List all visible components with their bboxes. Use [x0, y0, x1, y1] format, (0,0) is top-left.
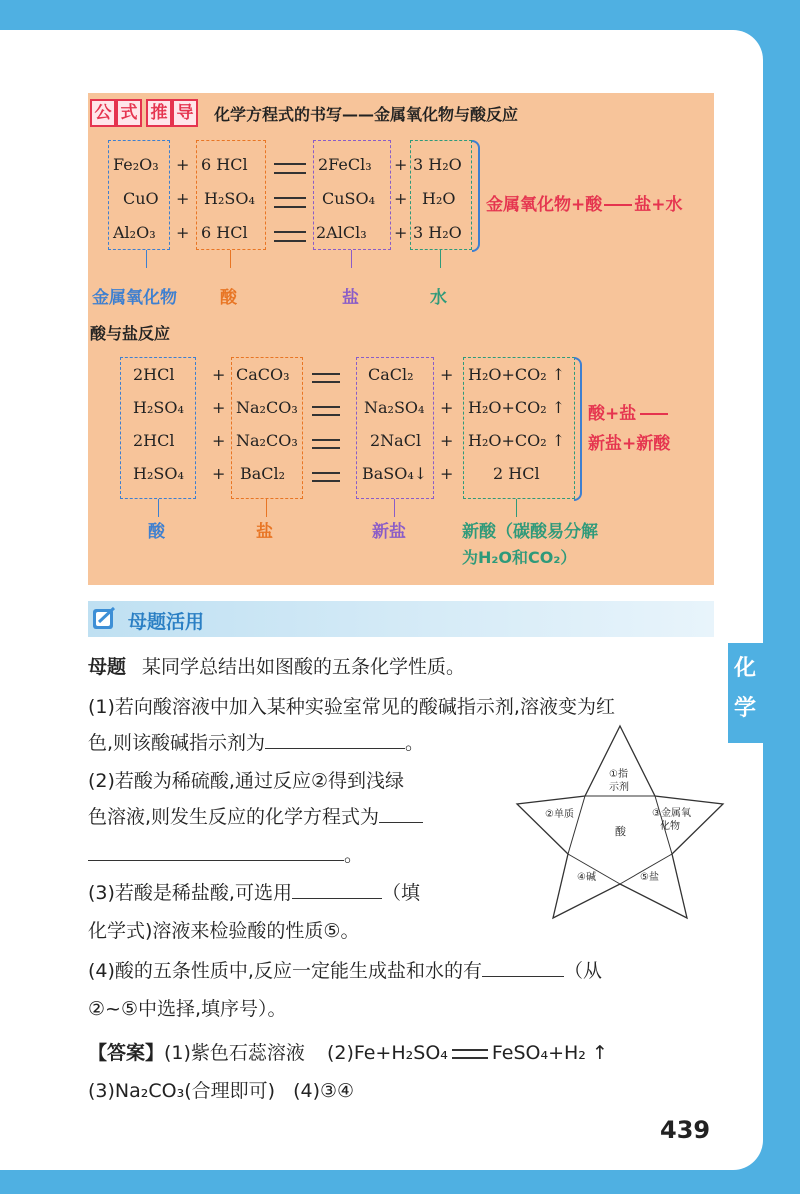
formula-cell: BaCl₂	[240, 464, 286, 483]
formula-cell: 2HCl	[133, 431, 175, 450]
section-header	[88, 601, 714, 637]
question-3-line1	[88, 878, 420, 905]
q3-text: (3)若酸是稀盐酸,可选用	[88, 882, 292, 904]
formula-cell: H₂O	[422, 189, 456, 208]
star-outline	[517, 726, 723, 918]
star-label: ⑤盐	[640, 872, 659, 883]
question-3-line2: 化学式)溶液来检验酸的性质⑤。	[88, 920, 360, 942]
formula-cell: 2 HCl	[493, 464, 540, 483]
label-newacid: 新酸（碳酸易分解	[462, 522, 598, 542]
tick	[516, 499, 517, 517]
question-1-line2	[88, 728, 424, 755]
equals-sign	[312, 472, 340, 482]
star-label: ②单质	[545, 809, 574, 820]
arrow	[640, 413, 668, 415]
plus-sign: +	[212, 365, 226, 384]
answer-label: 【答案】	[88, 1042, 165, 1064]
tick	[158, 499, 159, 517]
question-2-line3	[88, 840, 363, 867]
plus-sign: +	[394, 155, 408, 174]
formula-cell: H₂O+CO₂ ↑	[468, 365, 566, 384]
formula-cell: H₂SO₄	[133, 464, 184, 483]
answer-blank[interactable]	[292, 880, 382, 899]
formula-cell: H₂SO₄	[133, 398, 184, 417]
plus-sign: +	[176, 155, 190, 174]
answer-2a: (2)Fe+H₂SO₄	[326, 1042, 448, 1064]
question-4-line2: ②~⑤中选择,填序号）。	[88, 998, 287, 1020]
formula-cell: 2AlCl₃	[316, 223, 367, 242]
answer-blank[interactable]	[379, 804, 423, 823]
label-oxide: 金属氧化物	[92, 288, 177, 308]
plus-sign: +	[440, 365, 454, 384]
plus-sign: +	[212, 398, 226, 417]
summary-text: 盐+水	[634, 195, 683, 215]
answer-line2	[88, 1076, 354, 1103]
answer-blank[interactable]	[265, 730, 405, 749]
plus-sign: +	[212, 431, 226, 450]
answer-line1	[88, 1038, 608, 1065]
q1-text: 色,则该酸碱指示剂为	[88, 732, 266, 754]
tag-char: 导	[172, 99, 198, 127]
side-tab[interactable]	[728, 643, 763, 743]
formula-cell: CaCl₂	[368, 365, 414, 384]
question-4-line1	[88, 956, 602, 983]
q4-tail: （从	[563, 960, 602, 982]
tick	[351, 250, 352, 268]
q4-text: (4)酸的五条性质中,反应一定能生成盐和水的有	[88, 960, 482, 982]
q2-text: 色溶液,则发生反应的化学方程式为	[88, 806, 380, 828]
plus-sign: +	[176, 223, 190, 242]
plus-sign: +	[212, 464, 226, 483]
label-salt: 盐	[256, 522, 273, 542]
summary-oxide-acid	[486, 190, 683, 215]
answer-blank[interactable]	[482, 958, 564, 977]
tag-char: 公	[90, 99, 116, 127]
formula-cell: Al₂O₃	[113, 223, 156, 242]
formula-cell: BaSO₄↓	[362, 464, 428, 483]
answer-3: (3)Na₂CO₃(合理即可)	[88, 1080, 276, 1102]
equals-sign	[274, 231, 306, 242]
formula-cell: Fe₂O₃	[113, 155, 159, 174]
formula-cell: CuSO₄	[322, 189, 376, 208]
question-1-line1: (1)若向酸溶液中加入某种实验室常见的酸碱指示剂,溶液变为红	[88, 696, 615, 718]
tick	[440, 250, 441, 268]
formula-cell: Na₂CO₃	[236, 431, 298, 450]
equals-sign	[274, 197, 306, 208]
formula-cell: Na₂SO₄	[364, 398, 425, 417]
pencil-icon	[92, 606, 120, 632]
arrow	[604, 204, 632, 206]
star-center: 酸	[615, 825, 626, 838]
equals-sign	[452, 1049, 488, 1059]
answer-4: (4)③④	[293, 1080, 355, 1102]
plus-sign: +	[440, 464, 454, 483]
equals-sign	[312, 406, 340, 416]
tick	[266, 499, 267, 517]
label-acid: 酸	[220, 288, 237, 308]
formula-cell: 2NaCl	[370, 431, 422, 450]
formula-cell: CuO	[123, 189, 159, 208]
star-label: 示剂	[609, 782, 629, 793]
formula-cell: 6 HCl	[201, 155, 248, 174]
star-label: ④碱	[577, 872, 596, 883]
star-label: ①指	[609, 769, 628, 780]
formula-cell: H₂SO₄	[204, 189, 255, 208]
label-salt: 盐	[342, 288, 359, 308]
formula-cell: Na₂CO₃	[236, 398, 298, 417]
equals-sign	[274, 163, 306, 174]
period: 。	[344, 844, 364, 866]
question-2-line1: (2)若酸为稀硫酸,通过反应②得到浅绿	[88, 770, 404, 792]
tag-char: 式	[116, 99, 142, 127]
formula-cell: 3 H₂O	[413, 223, 462, 242]
question-2-line2	[88, 802, 423, 829]
problem-intro	[88, 652, 465, 679]
label-newsalt: 新盐	[372, 522, 406, 542]
formula-cell: 2HCl	[133, 365, 175, 384]
plus-sign: +	[176, 189, 190, 208]
tick	[230, 250, 231, 268]
summary-acid-salt-2: 新盐+新酸	[588, 434, 671, 454]
page-number: 439	[660, 1116, 711, 1144]
plus-sign: +	[440, 398, 454, 417]
brace	[472, 140, 480, 252]
tick	[394, 499, 395, 517]
formula-title: 化学方程式的书写——金属氧化物与酸反应	[214, 105, 519, 124]
section2-title: 酸与盐反应	[90, 324, 171, 343]
formula-cell: H₂O+CO₂ ↑	[468, 398, 566, 417]
plus-sign: +	[394, 223, 408, 242]
star-label: ③金属氧	[652, 808, 691, 819]
label-newacid-2: 为H₂O和CO₂）	[462, 548, 577, 567]
star-label: 化物	[660, 821, 680, 832]
formula-cell: H₂O+CO₂ ↑	[468, 431, 566, 450]
formula-cell: 2FeCl₃	[318, 155, 372, 174]
formula-cell: 6 HCl	[201, 223, 248, 242]
answer-1: (1)紫色石蕊溶液	[164, 1042, 305, 1064]
plus-sign: +	[394, 189, 408, 208]
label-water: 水	[430, 288, 447, 308]
q3-tail: （填	[381, 882, 420, 904]
formula-cell: CaCO₃	[236, 365, 290, 384]
tick	[146, 250, 147, 268]
summary-text: 酸+盐	[588, 404, 637, 424]
formula-box	[88, 93, 714, 585]
period: 。	[405, 732, 425, 754]
section-title: 母题活用	[128, 611, 205, 633]
problem-intro-text: 某同学总结出如图酸的五条化学性质。	[142, 656, 466, 678]
summary-acid-salt	[588, 399, 668, 424]
plus-sign: +	[440, 431, 454, 450]
equals-sign	[312, 439, 340, 449]
brace	[574, 357, 582, 501]
answer-blank[interactable]	[88, 842, 344, 861]
summary-text: 金属氧化物+酸	[486, 195, 603, 215]
acid-properties-star	[515, 720, 725, 920]
tag-char: 推	[146, 99, 172, 127]
formula-cell: 3 H₂O	[413, 155, 462, 174]
side-tab-char: 学	[734, 696, 757, 721]
equals-sign	[312, 373, 340, 383]
problem-label: 母题	[88, 656, 127, 678]
label-acid: 酸	[148, 522, 165, 542]
answer-2b: FeSO₄+H₂ ↑	[491, 1042, 608, 1064]
side-tab-char: 化	[734, 656, 757, 681]
